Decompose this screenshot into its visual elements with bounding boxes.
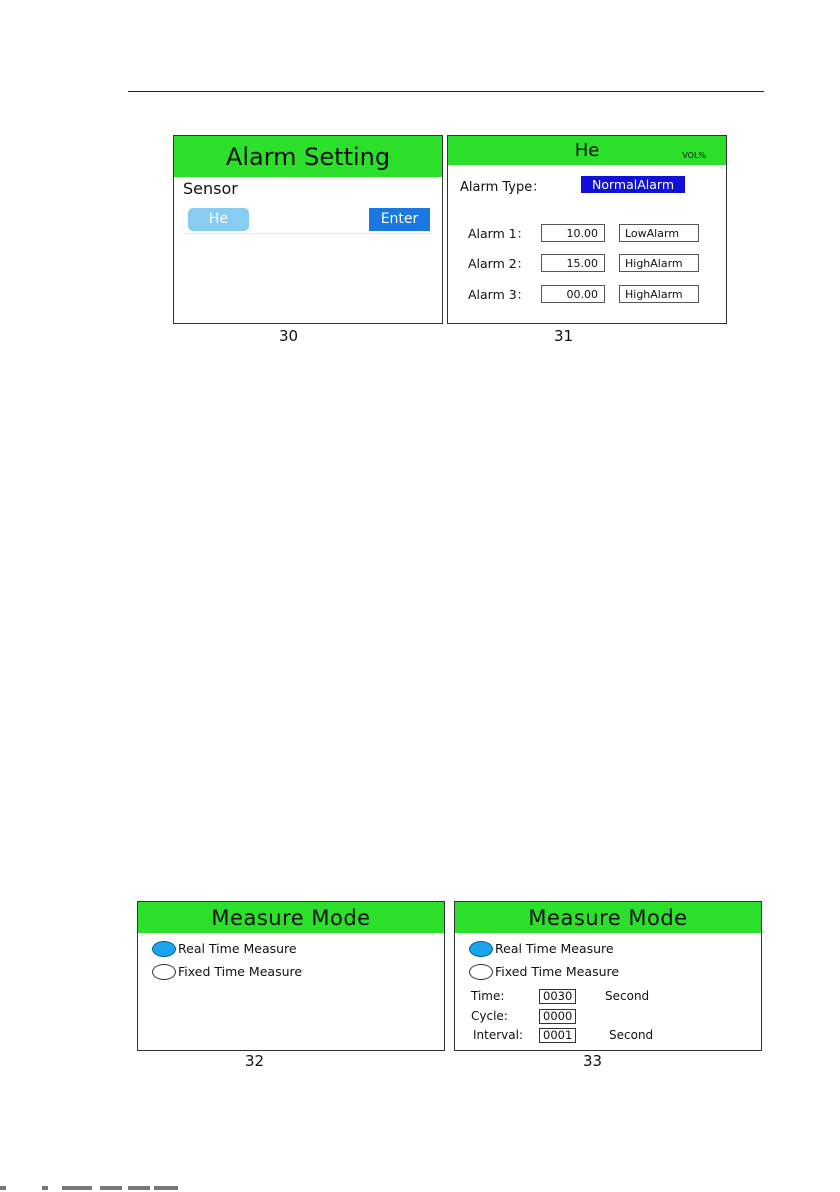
- figure-caption-30: 30: [279, 327, 299, 345]
- screen-title: Measure Mode: [138, 902, 444, 933]
- alarm-label: Alarm 3：: [468, 287, 530, 302]
- alarm-kind-select[interactable]: LowAlarm: [619, 224, 699, 242]
- cycle-label: Cycle:: [471, 1009, 508, 1023]
- radio-label: Fixed Time Measure: [178, 964, 303, 979]
- row-divider: [184, 233, 432, 234]
- figure-caption-32: 32: [245, 1052, 265, 1070]
- alarm-setting-screen: [173, 135, 443, 324]
- radio-selected-icon[interactable]: [152, 941, 176, 957]
- alarm-label: Alarm 1：: [468, 226, 530, 241]
- alarm-row: [448, 224, 726, 244]
- measure-mode-screen: [137, 901, 445, 1051]
- radio-unselected-icon[interactable]: [469, 964, 493, 980]
- enter-button[interactable]: Enter: [369, 208, 430, 231]
- header-rule: [128, 91, 764, 92]
- alarm-label: Alarm 2：: [468, 256, 530, 271]
- time-unit: Second: [605, 989, 650, 1003]
- radio-label: Real Time Measure: [495, 941, 614, 956]
- cycle-input[interactable]: 0000: [539, 1009, 576, 1024]
- footer-artifact: [0, 1184, 200, 1192]
- interval-unit: Second: [609, 1028, 654, 1042]
- interval-input[interactable]: 0001: [539, 1028, 576, 1043]
- screen-title: Alarm Setting: [174, 136, 442, 177]
- alarm-kind-select[interactable]: HighAlarm: [619, 254, 699, 272]
- radio-unselected-icon[interactable]: [152, 964, 176, 980]
- time-label: Time:: [471, 989, 505, 1003]
- alarm-value-input[interactable]: 10.00: [541, 224, 605, 242]
- alarm-type-label: Alarm Type：: [460, 180, 546, 195]
- sensor-label: Sensor: [183, 179, 238, 198]
- alarm-value-input[interactable]: 15.00: [541, 254, 605, 272]
- radio-label: Real Time Measure: [178, 941, 297, 956]
- radio-selected-icon[interactable]: [469, 941, 493, 957]
- radio-label: Fixed Time Measure: [495, 964, 620, 979]
- unit-label: VOL%: [682, 151, 706, 160]
- alarm-detail-screen: [447, 135, 727, 324]
- figure-caption-31: 31: [554, 327, 574, 345]
- time-input[interactable]: 0030: [539, 989, 576, 1004]
- figure-caption-33: 33: [583, 1052, 603, 1070]
- gas-name: He: [574, 140, 600, 161]
- alarm-type-select[interactable]: NormalAlarm: [581, 176, 685, 193]
- sensor-select-he[interactable]: He: [188, 208, 249, 231]
- alarm-row: [448, 285, 726, 305]
- alarm-row: [448, 254, 726, 274]
- measure-mode-screen: [454, 901, 762, 1051]
- screen-title: Measure Mode: [455, 902, 761, 933]
- interval-label: Interval:: [473, 1028, 523, 1042]
- alarm-value-input[interactable]: 00.00: [541, 285, 605, 303]
- alarm-kind-select[interactable]: HighAlarm: [619, 285, 699, 303]
